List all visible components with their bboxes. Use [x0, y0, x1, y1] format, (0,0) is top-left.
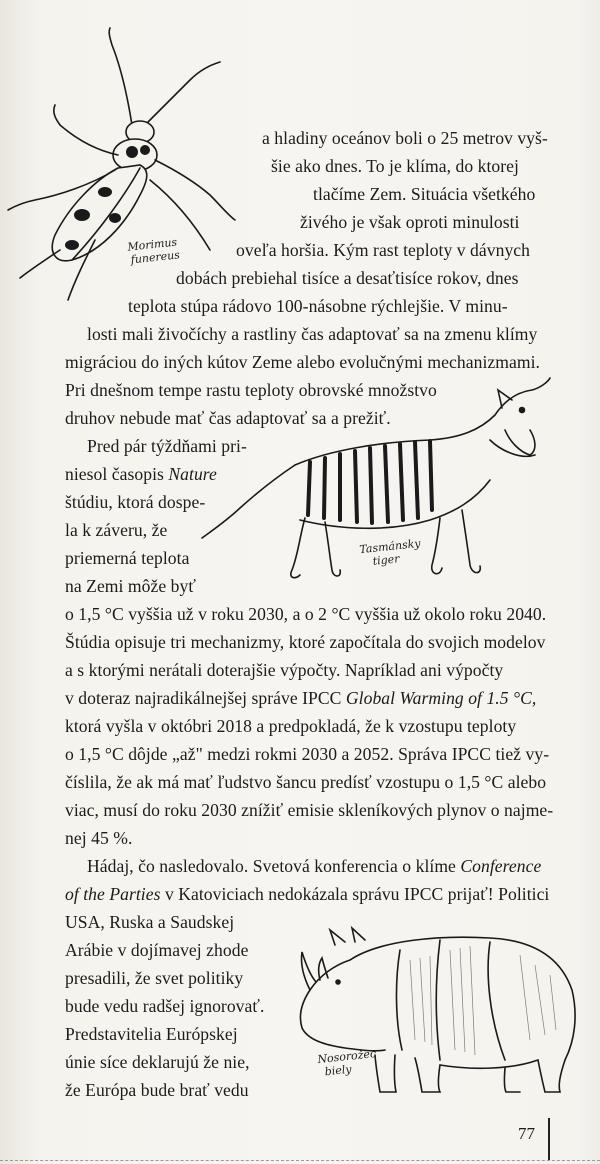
text-span: v doteraz najradikálnejšej správe IPCC — [65, 688, 346, 708]
text-line — [87, 854, 541, 878]
text-line: dobách prebiehal tisíce a desaťtisíce rokov, dnes — [176, 268, 519, 288]
rhino-caption-line-2: biely — [324, 1062, 353, 1079]
text-line: a hladiny oceánov boli o 25 metrov vyš- — [262, 128, 548, 148]
text-line: losti mali živočíchy a rastliny čas adaptovať sa na zmenu klímy — [87, 324, 538, 344]
text-span: v Katoviciach nedokázala správu IPCC prijať! Politici — [160, 884, 550, 904]
page-bottom-edge — [0, 1160, 600, 1162]
page-number: 77 — [518, 1124, 535, 1143]
text-line: živého je však oproti minulosti — [300, 212, 520, 232]
text-line: číslila, že ak má mať ľudstvo šancu predísť vzostupu o 1,5 °C alebo — [65, 772, 547, 792]
text-span: niesol časopis — [65, 464, 169, 484]
beetle-caption — [127, 235, 181, 266]
rhino-caption-line-1: Nosorožec — [316, 1046, 377, 1067]
text-line: priemerná teplota — [65, 548, 190, 568]
text-line: na Zemi môže byť — [65, 576, 196, 596]
text-line: migráciou do iných kútov Zeme alebo evolučnými mechanizmami. — [65, 352, 540, 372]
journal-title: Nature — [168, 464, 217, 484]
text-line: šie ako dnes. To je klíma, do ktorej — [271, 156, 519, 176]
text-line: teplota stúpa rádovo 100-násobne rýchlejšie. V minu- — [128, 296, 508, 316]
text-line: presadili, že svet politiky — [65, 968, 244, 988]
conference-title: Conference — [460, 856, 542, 876]
text-line — [65, 462, 217, 486]
text-line: Arábie v dojímavej zhode — [65, 940, 249, 960]
text-line: Pred pár týždňami pri- — [87, 436, 247, 456]
text-line: štúdiu, ktorá dospe- — [65, 492, 206, 512]
text-line: oveľa horšia. Kým rast teploty v dávnych — [236, 240, 530, 260]
text-line — [65, 882, 549, 906]
text-line: viac, musí do roku 2030 znížiť emisie skleníkových plynov o najme- — [65, 800, 554, 820]
text-line: la k záveru, že — [65, 520, 168, 540]
text-line: Predstavitelia Európskej — [65, 1024, 238, 1044]
text-line — [65, 686, 536, 710]
text-line: ktorá vyšla v októbri 2018 a predpokladá, že k vzostupu teploty — [65, 716, 517, 736]
text-line: druhov nebude mať čas adaptovať sa a prežiť. — [65, 408, 391, 428]
beetle-caption-line-2: funereus — [130, 248, 181, 267]
text-span: Hádaj, čo nasledovalo. Svetová konferencia o klíme — [87, 856, 461, 876]
text-line: Štúdia opisuje tri mechanizmy, ktoré započítala do svojich modelov — [65, 632, 546, 652]
text-line: bude vedu radšej ignorovať. — [65, 996, 265, 1016]
text-line: a s ktorými nerátali doterajšie výpočty. Napríklad ani výpočty — [65, 660, 504, 680]
text-line: únie síce deklarujú že nie, — [65, 1052, 250, 1072]
beetle-caption-line-1: Morimus — [126, 235, 178, 254]
text-line: o 1,5 °C dôjde „až" medzi rokmi 2030 a 2052. Správa IPCC tiež vy- — [65, 744, 550, 764]
text-line: USA, Ruska a Saudskej — [65, 912, 235, 932]
conference-title-cont: of the Parties — [65, 884, 161, 904]
tiger-caption-line-2: tiger — [372, 552, 401, 568]
report-title: Global Warming of 1.5 °C, — [345, 688, 537, 708]
text-line: že Európa bude brať vedu — [65, 1080, 249, 1100]
text-line: tlačíme Zem. Situácia všetkého — [313, 184, 536, 204]
text-line: Pri dnešnom tempe rastu teploty obrovské množstvo — [65, 380, 437, 400]
text-line: nej 45 %. — [65, 828, 133, 848]
text-line: o 1,5 °C vyššia už v roku 2030, a o 2 °C vyššia už okolo roku 2040. — [65, 604, 547, 624]
tiger-caption-line-1: Tasmánsky — [358, 536, 422, 557]
page-number-rule — [548, 1118, 550, 1160]
